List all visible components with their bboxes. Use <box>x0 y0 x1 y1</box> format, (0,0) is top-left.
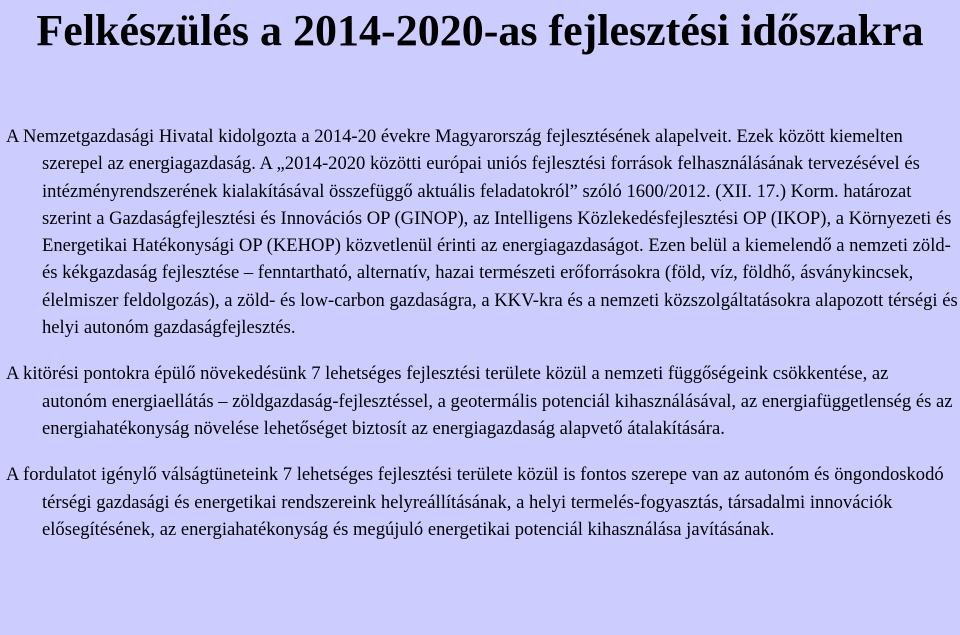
paragraph-3: A fordulatot igénylő válságtüneteink 7 lehetséges fejlesztési területe közül is fontos szerepe van az autonóm és öngondoskodó térségi gazdasági és energetikai rendszereink helyreállításának, a helyi termelés-fogyasztás, társadalmi innovációk elősegítésének, az energiahatékonyság és megújuló energetikai potenciál kihasználása javításának. <box>6 464 944 540</box>
paragraph-2: A kitörési pontokra épülő növekedésünk 7 lehetséges fejlesztési területe közül a nemzeti függőségeink csökkentése, az autonóm energiaellátás – zöldgazdaság-fejlesztéssel, a geotermális potenciál kihasználásával, az energiafüggetlenség és az energiahatékonyság növelése lehetőséget biztosít az energiagazdaság alapvető átalakítására. <box>6 363 953 439</box>
paragraph-1: A Nemzetgazdasági Hivatal kidolgozta a 2014-20 évekre Magyarország fejlesztésének alapelveit. Ezek között kiemelten szerepel az energiagazdaság. A „2014-2020 közötti európai uniós fejlesztési források felhasználásának tervezésével és intézményrendszerének kialakításával összefüggő aktuális feladatokról” szóló 1600/2012. (XII. 17.) Korm. határozat szerint a Gazdaságfejlesztési és Innovációs OP (GINOP), az Intelligens Közlekedésfejlesztési OP (IKOP), a Környezeti és Energetikai Hatékonysági OP (KEHOP) közvetlenül érinti az energiagazdaságot. Ezen belül a kiemelendő a nemzeti zöld- és kékgazdaság fejlesztése – fenntartható, alternatív, hazai természeti erőforrásokra (föld, víz, földhő, ásványkincsek, élelmiszer feldolgozás), a zöld- és low-carbon gazdaságra, a KKV-kra és a nemzeti közszolgáltatásokra alapozott térségi és helyi autonóm gazdaságfejlesztés. <box>6 126 958 339</box>
slide-body <box>6 123 958 543</box>
slide-title: Felkészülés a 2014-2020-as fejlesztési időszakra <box>36 6 924 55</box>
